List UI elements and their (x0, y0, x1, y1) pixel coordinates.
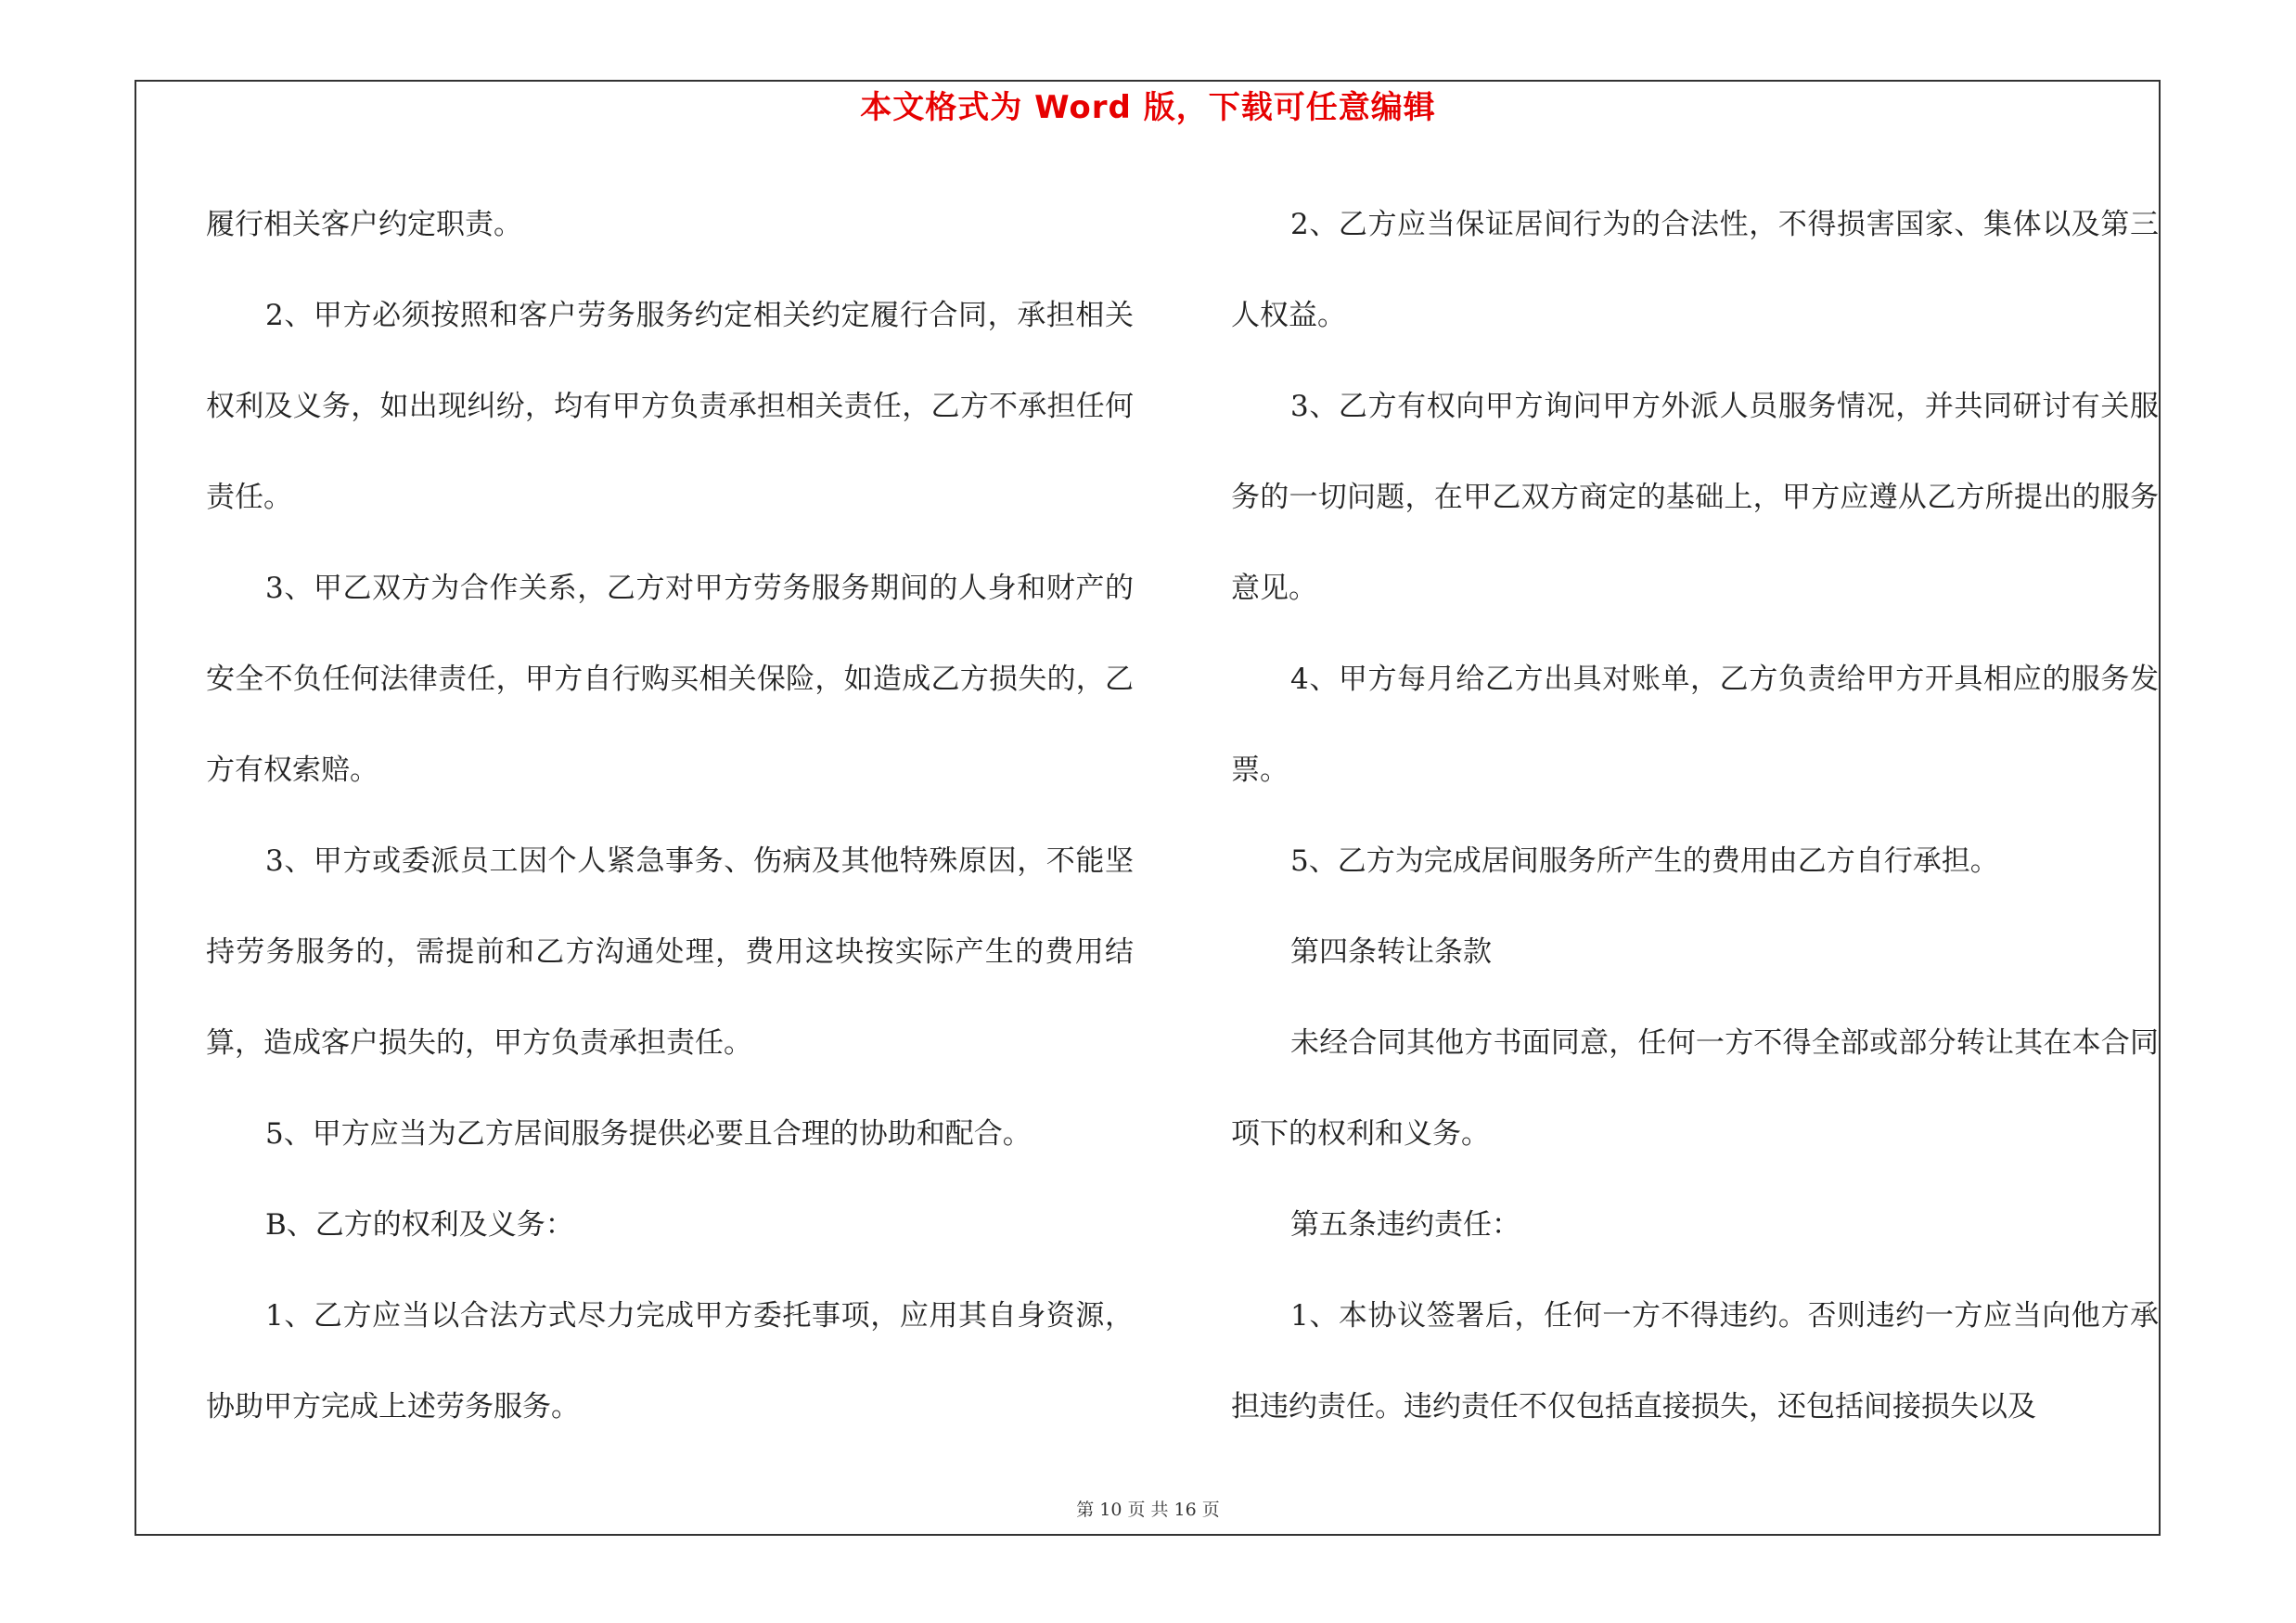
section-heading: 第五条违约责任： (1290, 1208, 1520, 1242)
page-number: 第 10 页 共 16 页 (1076, 1500, 1220, 1520)
format-banner: 本文格式为 Word 版，下载可任意编辑 (860, 89, 1436, 126)
paragraph: 3、乙方有权向甲方询问甲方外派人员服务情况，并共同研讨有关服务的一切问题，在甲乙双方商定的基础上，甲方应遵从乙方所提出的服务意见。 (1231, 390, 2159, 605)
paragraph: 5、乙方为完成居间服务所产生的费用由乙方自行承担。 (1290, 844, 1999, 878)
section-heading: 第四条转让条款 (1290, 935, 1492, 969)
right-column (1231, 179, 2159, 1452)
paragraph: 3、甲乙双方为合作关系，乙方对甲方劳务服务期间的人身和财产的安全不负任何法律责任，甲方自行购买相关保险，如造成乙方损失的，乙方有权索赔。 (206, 572, 1134, 787)
paragraph: 2、乙方应当保证居间行为的合法性，不得损害国家、集体以及第三人权益。 (1231, 208, 2159, 332)
paragraph: 4、甲方每月给乙方出具对账单，乙方负责给甲方开具相应的服务发票。 (1231, 663, 2159, 787)
paragraph: 1、本协议签署后，任何一方不得违约。否则违约一方应当向他方承担违约责任。违约责任不仅包括直接损失，还包括间接损失以及 (1231, 1299, 2159, 1423)
paragraph: 履行相关客户约定职责。 (206, 208, 522, 241)
section-heading: B、乙方的权利及义务： (265, 1208, 574, 1242)
left-column (206, 179, 1134, 1452)
paragraph: 2、甲方必须按照和客户劳务服务约定相关约定履行合同，承担相关权利及义务，如出现纠纷，均有甲方负责承担相关责任，乙方不承担任何责任。 (206, 299, 1134, 514)
paragraph: 5、甲方应当为乙方居间服务提供必要且合理的协助和配合。 (265, 1117, 1032, 1151)
paragraph: 1、乙方应当以合法方式尽力完成甲方委托事项，应用其自身资源，协助甲方完成上述劳务服务。 (206, 1299, 1134, 1423)
paragraph: 3、甲方或委派员工因个人紧急事务、伤病及其他特殊原因，不能坚持劳务服务的，需提前和乙方沟通处理，费用这块按实际产生的费用结算，造成客户损失的，甲方负责承担责任。 (206, 844, 1134, 1060)
paragraph: 未经合同其他方书面同意，任何一方不得全部或部分转让其在本合同项下的权利和义务。 (1231, 1026, 2159, 1151)
